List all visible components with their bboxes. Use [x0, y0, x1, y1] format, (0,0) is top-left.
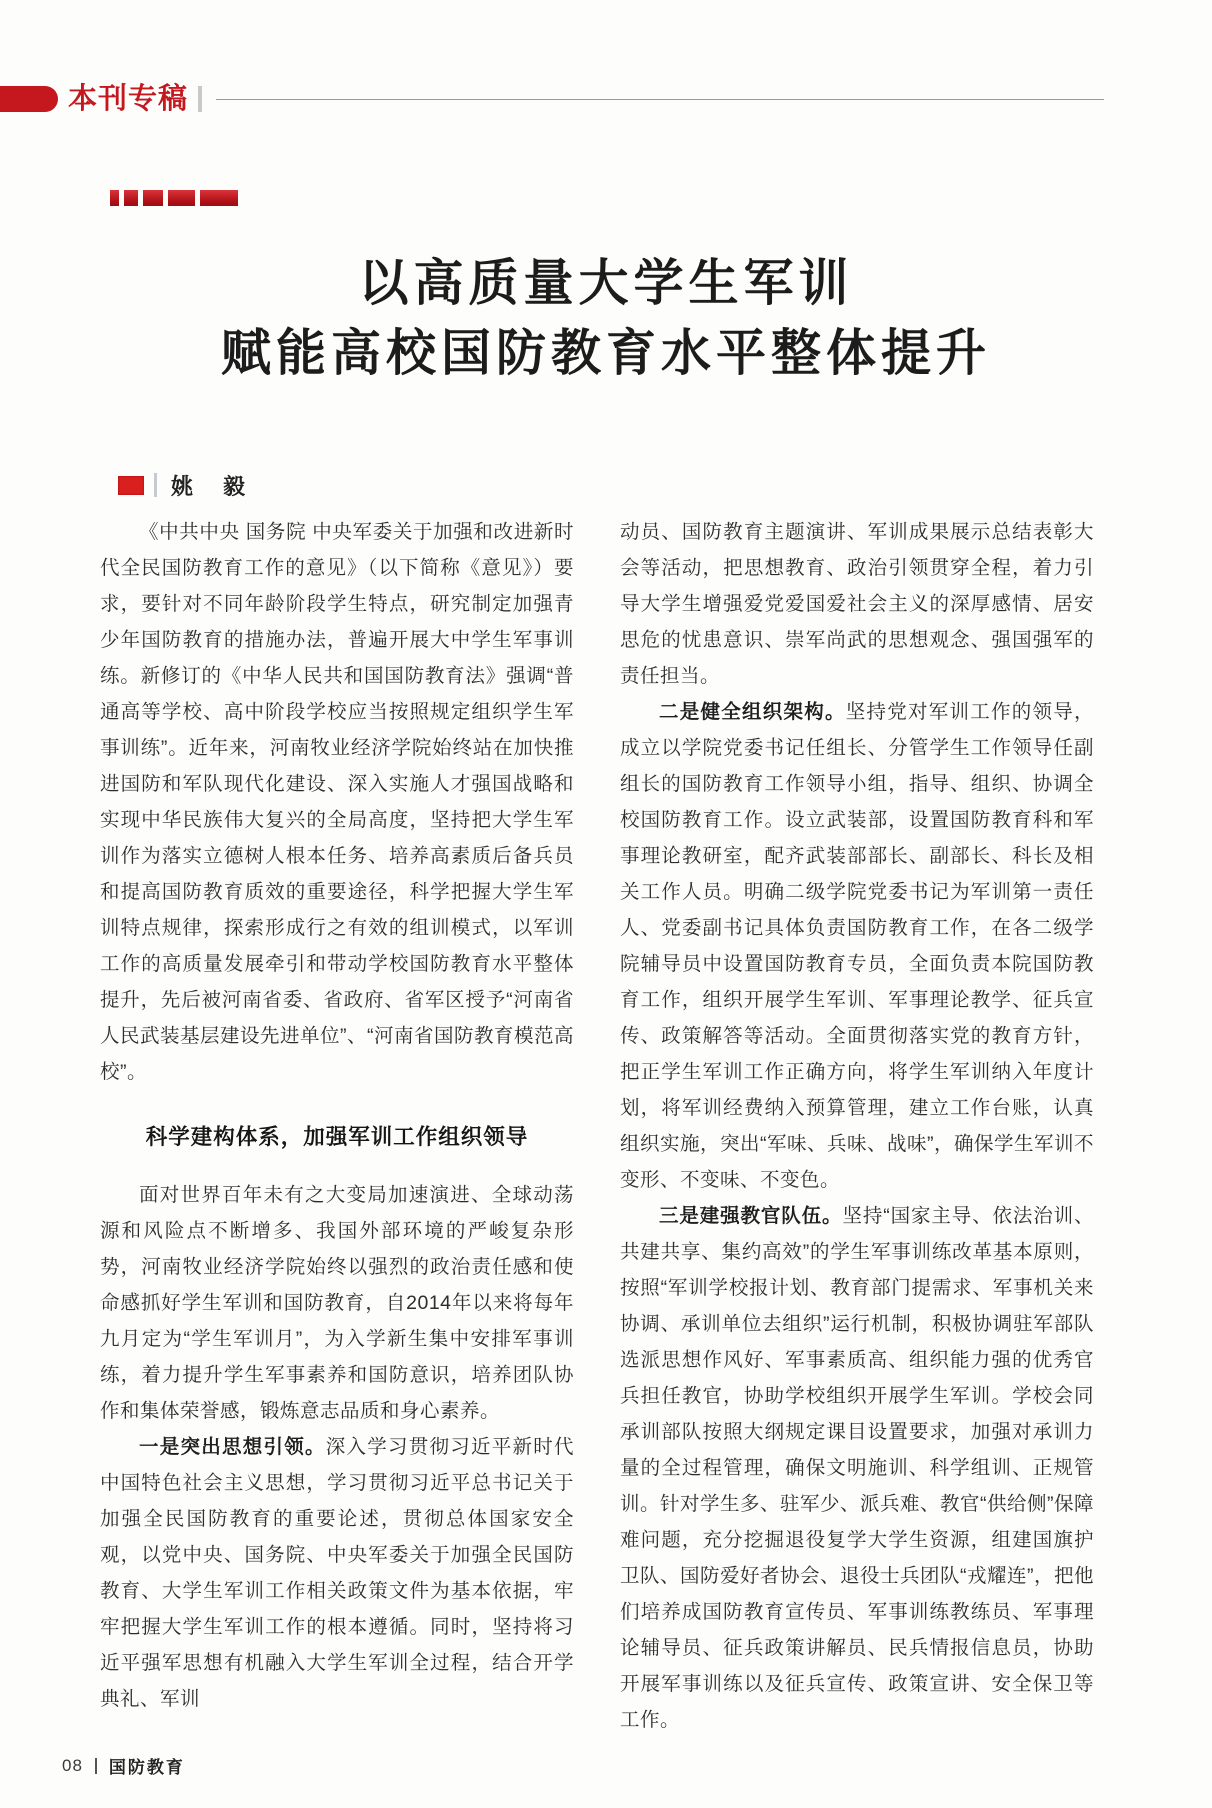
magazine-page: [0, 84, 1212, 1808]
section-heading: 科学建构体系，加强军训工作组织领导: [145, 1125, 529, 1149]
masthead: [0, 84, 1104, 114]
paragraph: [620, 694, 1094, 1198]
author-row: [118, 472, 1212, 498]
article-title-line1: 以高质量大学生军训: [358, 255, 854, 311]
red-block: [168, 190, 195, 206]
author-divider-bar: [154, 473, 157, 497]
masthead-divider-bar: [198, 86, 202, 112]
red-square-icon: [118, 476, 144, 495]
paragraph-lead: 一是突出思想引领。: [139, 1436, 326, 1458]
article-body: [100, 514, 1094, 1738]
red-block: [143, 190, 163, 206]
article-title: [60, 248, 1152, 388]
red-block: [124, 190, 138, 206]
paragraph: [100, 1429, 574, 1717]
footer-divider-bar: [95, 1758, 97, 1774]
paragraph: 面对世界百年未有之大变局加速演进、全球动荡源和风险点不断增多、我国外部环境的严峻复杂形势，河南牧业经济学院始终以强烈的政治责任感和使命感抓好学生军训和国防教育，自2014年以来将每年九月定为“学生军训月”，为入学新生集中安排军事训练，着力提升学生军事素养和国防意识，培养团队协作和集体荣誉感，锻炼意志品质和身心素养。: [100, 1184, 574, 1422]
masthead-rule-line: [216, 99, 1104, 100]
paragraph-continuation: 动员、国防教育主题演讲、军训成果展示总结表彰大会等活动，把思想教育、政治引领贯穿全程，着力引导大学生增强爱党爱国爱社会主义的深厚感情、居安思危的忧患意识、崇军尚武的思想观念、强国强军的责任担当。: [620, 521, 1094, 687]
paragraph-text: 坚持“国家主导、依法治训、共建共享、集约高效”的学生军事训练改革基本原则，按照“军训学校报计划、教育部门提需求、军事机关来协调、承训单位去组织”运行机制，积极协调驻军部队选派思想作风好、军事素质高、组织能力强的优秀官兵担任教官，协助学校组织开展学生军训。学校会同承训部队按照大纲规定课目设置要求，加强对承训力量的全过程管理，确保文明施训、科学组训、正规管训。针对学生多、驻军少、派兵难、教官“供给侧”保障难问题，充分挖掘退役复学大学生资源，组建国旗护卫队、国防爱好者协会、退役士兵团队“戎耀连”，把他们培养成国防教育宣传员、军事训练教练员、军事理论辅导员、征兵政策讲解员、民兵情报信息员，协助开展军事训练以及征兵宣传、政策宣讲、安全保卫等工作。: [620, 1205, 1094, 1731]
red-blocks-decoration: [110, 190, 1212, 206]
page-footer: [62, 1753, 185, 1778]
right-column: [620, 514, 1094, 1738]
author-name: 姚 毅: [171, 473, 250, 499]
paragraph-text: 深入学习贯彻习近平新时代中国特色社会主义思想，学习贯彻习近平总书记关于加强全民国防教育的重要论述，贯彻总体国家安全观，以党中央、国务院、中央军委关于加强全民国防教育、大学生军训工作相关政策文件为基本依据，牢牢把握大学生军训工作的根本遵循。同时，坚持将习近平强军思想有机融入大学生军训全过程，结合开学典礼、军训: [100, 1436, 574, 1710]
article-title-line2: 赋能高校国防教育水平整体提升: [221, 325, 991, 381]
paragraph: [620, 1198, 1094, 1738]
paragraph: 《中共中央 国务院 中央军委关于加强和改进新时代全民国防教育工作的意见》（以下简称《意见》）要求，要针对不同年龄阶段学生特点，研究制定加强青少年国防教育的措施办法，普遍开展大中学生军事训练。新修订的《中华人民共和国国防教育法》强调“普通高等学校、高中阶段学校应当按照规定组织学生军事训练”。近年来，河南牧业经济学院始终站在加快推进国防和军队现代化建设、深入实施人才强国战略和实现中华民族伟大复兴的全局高度，坚持把大学生军训作为落实立德树人根本任务、培养高素质后备兵员和提高国防教育质效的重要途径，科学把握大学生军训特点规律，探索形成行之有效的组训模式，以军训工作的高质量发展牵引和带动学校国防教育水平整体提升，先后被河南省委、省政府、省军区授予“河南省人民武装基层建设先进单位”、“河南省国防教育模范高校”。: [100, 521, 574, 1083]
red-block: [200, 190, 238, 206]
column-section-label: 本刊专稿: [68, 83, 189, 115]
left-column: [100, 514, 574, 1738]
paragraph-text: 坚持党对军训工作的领导，成立以学院党委书记任组长、分管学生工作领导任副组长的国防教育工作领导小组，指导、组织、协调全校国防教育工作。设立武装部，设置国防教育科和军事理论教研室，配齐武装部部长、副部长、科长及相关工作人员。明确二级学院党委书记为军训第一责任人、党委副书记具体负责国防教育工作，在各二级学院辅导员中设置国防教育专员，全面负责本院国防教育工作，组织开展学生军训、军事理论教学、征兵宣传、政策解答等活动。全面贯彻落实党的教育方针，把正学生军训工作正确方向，将学生军训纳入年度计划，将军训经费纳入预算管理，建立工作台账，认真组织实施，突出“军味、兵味、战味”，确保学生军训不变形、不变味、不变色。: [620, 701, 1094, 1191]
paragraph-lead: 二是健全组织架构。: [659, 701, 846, 723]
red-block: [110, 190, 119, 206]
red-pill-decoration: [0, 86, 58, 112]
paragraph-lead: 三是建强教官队伍。: [659, 1205, 843, 1227]
journal-name: 国防教育: [108, 1758, 185, 1777]
page-number: 08: [62, 1755, 83, 1775]
